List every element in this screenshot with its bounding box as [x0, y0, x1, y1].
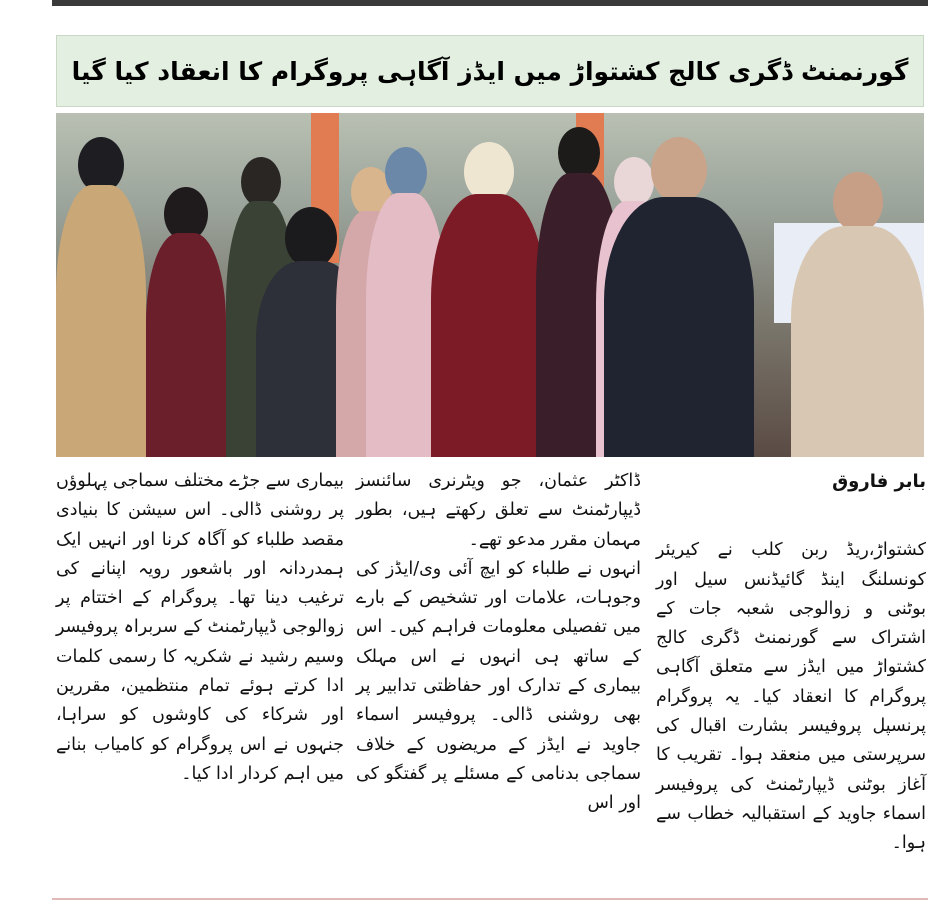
article-column-middle	[356, 467, 641, 892]
photo-person	[431, 142, 546, 457]
article-paragraph: ڈاکٹر عثمان، جو ویٹرنری سائنسز ڈیپارٹمنٹ سے تعلق رکھتے ہیں، بطور مہمان مقرر مدعو تھے۔	[356, 471, 641, 550]
article-paragraph: کشتواڑ،ریڈ ربن کلب نے کیریئر کونسلنگ اینڈ گائیڈنس سیل اور بوٹنی و زوالوجی شعبہ جات کے اشتراک سے گورنمنٹ ڈگری کالج کشتواڑ میں ایڈز سے متعلق آگاہی پروگرام کا انعقاد کیا۔ یہ پروگرام پرنسپل پروفیسر بشارت اقبال کی سرپرستی میں منعقد ہوا۔ تقریب کا آغاز بوٹنی ڈیپارٹمنٹ کی پروفیسر اسماء جاوید کے استقبالیہ خطاب سے ہوا۔	[656, 540, 926, 854]
bottom-rule	[52, 898, 928, 900]
article-headline: گورنمنٹ ڈگری کالج کشتواڑ میں ایڈز آگاہی پروگرام کا انعقاد کیا گیا	[71, 56, 909, 86]
photo-person	[791, 172, 924, 457]
photo-person	[146, 187, 226, 457]
photo-person	[56, 137, 146, 457]
article-column-left	[56, 467, 344, 892]
top-rule	[52, 0, 928, 6]
article-paragraph: انہوں نے طلباء کو ایچ آئی وی/ایڈز کی وجوہات، علامات اور تشخیص کے بارے میں تفصیلی معلومات فراہم کیں۔ اس کے ساتھ ہی انہوں نے اس مہلک بیماری کے تدارک اور حفاظتی تدابیر پر بھی روشنی ڈالی۔ پروفیسر اسماء جاوید نے ایڈز کے مریضوں کے خلاف سماجی بدنامی کے مسئلے پر گفتگو کی اور اس	[356, 558, 641, 814]
photo-person	[604, 137, 754, 457]
article-paragraph: بیماری سے جڑے مختلف سماجی پہلوؤں پر روشنی ڈالی۔ اس سیشن کا بنیادی مقصد طلباء کو آگاہ کرنا اور انہیں ایک ہمدردانہ اور باشعور رویہ اپنانے کی ترغیب دینا تھا۔ پروگرام کے اختتام پر زوالوجی ڈیپارٹمنٹ کے سربراہ پروفیسر وسیم رشید نے شکریہ کا رسمی کلمات ادا کرتے ہوئے تمام منتظمین، مقررین اور شرکاء کی کاوشوں کو سراہا، جنہوں نے اس پروگرام کو کامیاب بنانے میں اہم کردار ادا کیا۔	[56, 471, 344, 784]
article-byline: بابر فاروق	[832, 471, 926, 492]
headline-banner	[56, 35, 924, 107]
group-photo	[56, 113, 924, 457]
article-column-right	[656, 467, 926, 892]
